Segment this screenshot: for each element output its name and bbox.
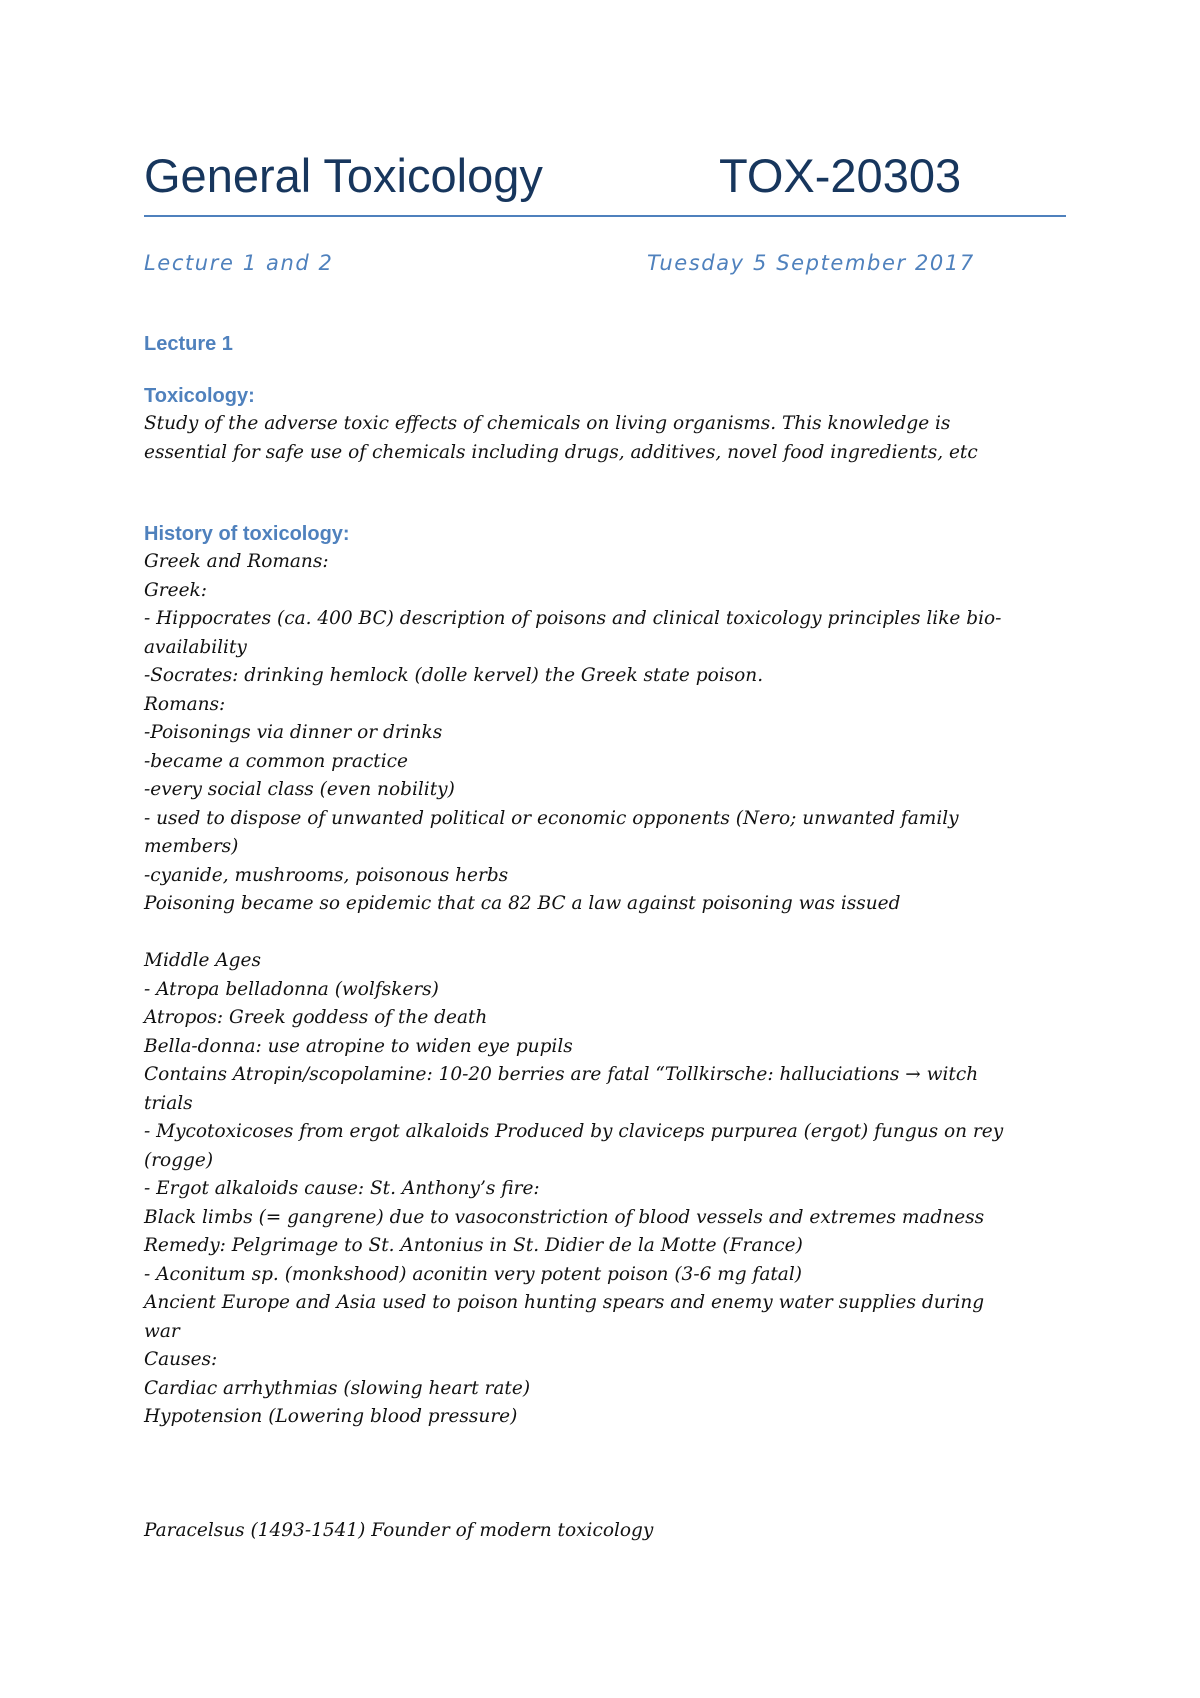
subtitle-row: [144, 248, 1064, 280]
history-line: Greek and Romans:: [144, 551, 329, 572]
middle-ages-line: Black limbs (= gangrene) due to vasoconstriction of blood vessels and extremes madness: [144, 1206, 985, 1228]
history-line: Romans:: [144, 693, 226, 715]
middle-ages-line: Atropos: Greek goddess of the death: [144, 1007, 488, 1028]
spacer: [144, 359, 1074, 382]
middle-ages-line: Bella-donna: use atropine to widen eye pupils: [144, 1035, 573, 1057]
history-line: Greek:: [144, 579, 207, 601]
lecture-range: Lecture 1 and 2: [144, 251, 334, 275]
paracelsus-line: Paracelsus (1493-1541) Founder of modern toxicology: [144, 1519, 654, 1541]
history-line: - used to dispose of unwanted political or economic opponents (Nero; unwanted family: [144, 807, 959, 829]
middle-ages-line: Cardiac arrhythmias (slowing heart rate): [144, 1377, 531, 1399]
middle-ages-line: Ancient Europe and Asia used to poison hunting spears and enemy water supplies during: [144, 1292, 985, 1313]
course-code: TOX-20303: [719, 149, 962, 202]
middle-ages-line: Middle Ages: [144, 950, 261, 971]
title-underline: [144, 215, 1066, 217]
document-body: [144, 330, 1074, 1545]
middle-ages-line: Hypotension (Lowering blood pressure): [144, 1406, 518, 1427]
history-line: -cyanide, mushrooms, poisonous herbs: [144, 864, 509, 886]
middle-ages-line: - Mycotoxicoses from ergot alkaloids Produced by claviceps purpurea (ergot) fungus on rey: [144, 1121, 1004, 1142]
document-title: General Toxicology: [144, 149, 543, 202]
history-heading: History of toxicology:: [144, 522, 350, 545]
history-line: - Hippocrates (ca. 400 BC) description of poisons and clinical toxicology principles like bio-: [144, 608, 1002, 629]
toxicology-heading: Toxicology:: [144, 384, 255, 407]
middle-ages-line: Causes:: [144, 1349, 218, 1370]
history-line: -Poisonings via dinner or drinks: [144, 722, 443, 743]
lecture-date: Tuesday 5 September 2017: [647, 251, 975, 275]
paragraph-line: Study of the adverse toxic effects of chemicals on living organisms. This knowledge is: [144, 413, 951, 434]
middle-ages-line: Remedy: Pelgrimage to St. Antonius in St. Didier de la Motte (France): [144, 1235, 803, 1256]
spacer: [144, 1432, 1074, 1517]
history-line: availability: [144, 636, 247, 658]
middle-ages-line: war: [144, 1320, 180, 1342]
middle-ages-line: (rogge): [144, 1149, 214, 1171]
paragraph-line: essential for safe use of chemicals including drugs, additives, novel food ingredients, etc: [144, 441, 978, 463]
history-line: Poisoning became so epidemic that ca 82 BC a law against poisoning was issued: [144, 893, 901, 914]
lecture-1-heading: Lecture 1: [144, 333, 233, 355]
middle-ages-line: - Ergot alkaloids cause: St. Anthony’s fire:: [144, 1178, 540, 1199]
history-line: -became a common practice: [144, 750, 408, 772]
spacer: [144, 496, 1074, 520]
spacer: [144, 919, 1074, 948]
history-line: members): [144, 836, 239, 857]
spacer: [144, 467, 1074, 496]
middle-ages-line: Contains Atropin/scopolamine: 10-20 berries are fatal “Tollkirsche: halluciations → witch: [144, 1064, 979, 1085]
middle-ages-line: - Atropa belladonna (wolfskers): [144, 978, 439, 1000]
middle-ages-line: - Aconitum sp. (monkshood) aconitin very potent poison (3-6 mg fatal): [144, 1263, 802, 1285]
history-line: -every social class (even nobility): [144, 779, 455, 800]
history-line: -Socrates: drinking hemlock (dolle kervel) the Greek state poison.: [144, 665, 764, 686]
middle-ages-line: trials: [144, 1092, 193, 1114]
title-row: [144, 148, 1064, 218]
